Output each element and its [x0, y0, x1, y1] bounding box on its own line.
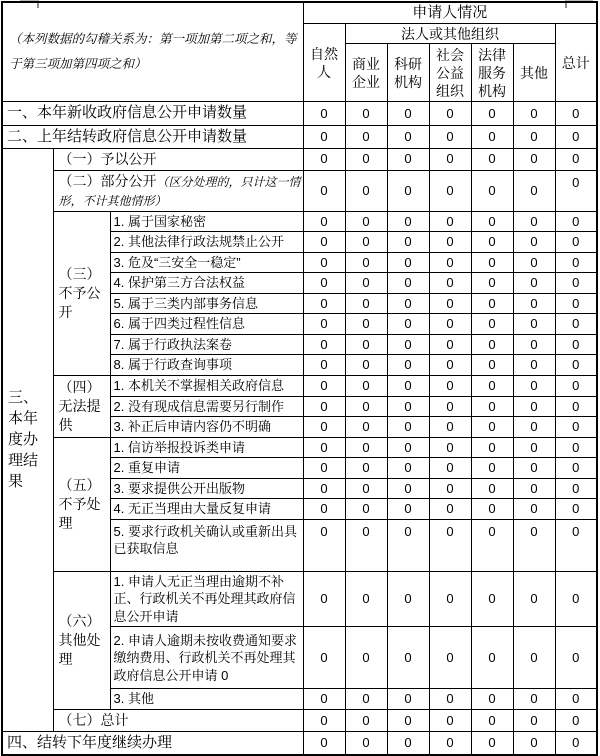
value-cell: 0 — [387, 417, 429, 438]
value-cell: 0 — [387, 376, 429, 397]
value-cell: 0 — [513, 232, 555, 253]
value-cell: 0 — [387, 252, 429, 273]
value-cell: 0 — [555, 396, 597, 417]
value-cell: 0 — [555, 170, 597, 211]
header-applicant-status: 申请人情况 — [303, 2, 597, 24]
value-cell: 0 — [345, 252, 387, 273]
col-header-total: 总计 — [555, 24, 597, 102]
row-notprocessed-item-1 — [2, 437, 597, 458]
col-header-other: 其他 — [513, 44, 555, 102]
value-cell: 0 — [471, 396, 513, 417]
report-table — [1, 1, 598, 756]
value-cell: 0 — [513, 293, 555, 314]
value-cell: 0 — [303, 252, 345, 273]
value-cell: 0 — [471, 252, 513, 273]
value-cell: 0 — [303, 710, 345, 732]
row-refused-item-6-label: 6. 属于四类过程性信息 — [110, 314, 303, 335]
value-cell: 0 — [345, 627, 387, 689]
group-refused-label: （三）不予公开 — [53, 211, 110, 375]
section-annual-results-label: 三、本年度办理结果 — [2, 148, 53, 731]
row-refused-item-5-label: 5. 属于三类内部事务信息 — [110, 293, 303, 314]
value-cell: 0 — [303, 293, 345, 314]
value-cell: 0 — [387, 148, 429, 170]
value-cell: 0 — [471, 102, 513, 125]
value-cell: 0 — [471, 293, 513, 314]
value-cell: 0 — [471, 627, 513, 689]
value-cell: 0 — [387, 437, 429, 458]
row-granted — [2, 148, 597, 170]
row-refused-item-8-label: 8. 属于行政查询事项 — [110, 355, 303, 376]
col-header-legal-service: 法律服务机构 — [471, 44, 513, 102]
row-notprocessed-item-1-label: 1. 信访举报投诉类申请 — [110, 437, 303, 458]
value-cell: 0 — [345, 125, 387, 148]
value-cell: 0 — [429, 417, 471, 438]
row-unable-item-3-label: 3. 补正后申请内容仍不明确 — [110, 417, 303, 438]
col-header-natural-person: 自然人 — [303, 24, 345, 102]
value-cell: 0 — [429, 519, 471, 571]
value-cell: 0 — [555, 102, 597, 125]
value-cell: 0 — [387, 478, 429, 499]
value-cell: 0 — [429, 458, 471, 479]
value-cell: 0 — [555, 458, 597, 479]
value-cell: 0 — [429, 478, 471, 499]
value-cell: 0 — [345, 314, 387, 335]
value-cell: 0 — [555, 731, 597, 755]
row-refused-item-7-label: 7. 属于行政执法案卷 — [110, 334, 303, 355]
group-otherhandling-label: （六）其他处理 — [53, 571, 110, 709]
value-cell: 0 — [429, 334, 471, 355]
value-cell: 0 — [471, 437, 513, 458]
value-cell: 0 — [555, 293, 597, 314]
row-unable-item-1 — [2, 376, 597, 397]
value-cell: 0 — [513, 125, 555, 148]
value-cell: 0 — [303, 627, 345, 689]
row-new-received-label: 一、本年新收政府信息公开申请数量 — [2, 102, 303, 125]
value-cell: 0 — [429, 252, 471, 273]
value-cell: 0 — [513, 211, 555, 232]
value-cell: 0 — [513, 314, 555, 335]
row-refused-item-3-label: 3. 危及“三安全一稳定” — [110, 252, 303, 273]
value-cell: 0 — [387, 499, 429, 520]
row-partial — [2, 170, 597, 211]
value-cell: 0 — [429, 293, 471, 314]
value-cell: 0 — [387, 102, 429, 125]
row-partial-label — [53, 170, 303, 211]
value-cell: 0 — [345, 102, 387, 125]
row-partial-note: （区分处理的，只计这一情形，不计其他情形） — [58, 174, 301, 208]
value-cell: 0 — [303, 437, 345, 458]
value-cell: 0 — [387, 273, 429, 294]
value-cell: 0 — [387, 571, 429, 627]
value-cell: 0 — [513, 252, 555, 273]
value-cell: 0 — [387, 314, 429, 335]
value-cell: 0 — [387, 731, 429, 755]
value-cell: 0 — [555, 148, 597, 170]
value-cell: 0 — [555, 437, 597, 458]
value-cell: 0 — [303, 102, 345, 125]
row-notprocessed-item-3-label: 3. 要求提供公开出版物 — [110, 478, 303, 499]
value-cell: 0 — [387, 293, 429, 314]
row-subtotal-label: （七）总计 — [53, 710, 303, 732]
row-next-year-label: 四、结转下年度继续办理 — [2, 731, 303, 755]
row-new-received — [2, 102, 597, 125]
value-cell: 0 — [555, 689, 597, 710]
value-cell: 0 — [387, 689, 429, 710]
row-unable-item-1-label: 1. 本机关不掌握相关政府信息 — [110, 376, 303, 397]
value-cell: 0 — [471, 571, 513, 627]
value-cell: 0 — [345, 478, 387, 499]
row-unable-item-2-label: 2. 没有现成信息需要另行制作 — [110, 396, 303, 417]
value-cell: 0 — [471, 731, 513, 755]
value-cell: 0 — [429, 125, 471, 148]
value-cell: 0 — [387, 334, 429, 355]
value-cell: 0 — [555, 710, 597, 732]
group-unable-label: （四）无法提供 — [53, 376, 110, 438]
value-cell: 0 — [555, 417, 597, 438]
value-cell: 0 — [513, 376, 555, 397]
value-cell: 0 — [303, 314, 345, 335]
value-cell: 0 — [513, 102, 555, 125]
col-header-business: 商业企业 — [345, 44, 387, 102]
value-cell: 0 — [471, 499, 513, 520]
value-cell: 0 — [513, 417, 555, 438]
row-refused-item-2-label: 2. 其他法律行政法规禁止公开 — [110, 232, 303, 253]
value-cell: 0 — [555, 355, 597, 376]
value-cell: 0 — [513, 334, 555, 355]
value-cell: 0 — [555, 478, 597, 499]
value-cell: 0 — [345, 170, 387, 211]
value-cell: 0 — [345, 376, 387, 397]
value-cell: 0 — [303, 170, 345, 211]
value-cell: 0 — [471, 211, 513, 232]
value-cell: 0 — [303, 571, 345, 627]
value-cell: 0 — [429, 710, 471, 732]
value-cell: 0 — [387, 627, 429, 689]
value-cell: 0 — [429, 437, 471, 458]
value-cell: 0 — [387, 170, 429, 211]
value-cell: 0 — [513, 519, 555, 571]
value-cell: 0 — [345, 458, 387, 479]
value-cell: 0 — [513, 170, 555, 211]
value-cell: 0 — [387, 355, 429, 376]
row-refused-item-4-label: 4. 保护第三方合法权益 — [110, 273, 303, 294]
row-carried-over — [2, 125, 597, 148]
value-cell: 0 — [555, 314, 597, 335]
value-cell: 0 — [555, 252, 597, 273]
value-cell: 0 — [555, 273, 597, 294]
value-cell: 0 — [303, 731, 345, 755]
value-cell: 0 — [429, 232, 471, 253]
value-cell: 0 — [471, 519, 513, 571]
value-cell: 0 — [513, 731, 555, 755]
value-cell: 0 — [429, 273, 471, 294]
value-cell: 0 — [471, 478, 513, 499]
value-cell: 0 — [387, 125, 429, 148]
value-cell: 0 — [345, 211, 387, 232]
value-cell: 0 — [513, 499, 555, 520]
row-notprocessed-item-5-label: 5. 要求行政机关确认或重新出具已获取信息 — [110, 519, 303, 571]
value-cell: 0 — [303, 376, 345, 397]
value-cell: 0 — [513, 478, 555, 499]
row-partial-label-text: （二）部分公开 — [58, 172, 157, 189]
value-cell: 0 — [345, 232, 387, 253]
value-cell: 0 — [471, 458, 513, 479]
value-cell: 0 — [303, 355, 345, 376]
value-cell: 0 — [513, 689, 555, 710]
value-cell: 0 — [513, 396, 555, 417]
value-cell: 0 — [303, 334, 345, 355]
value-cell: 0 — [345, 499, 387, 520]
value-cell: 0 — [387, 710, 429, 732]
value-cell: 0 — [387, 519, 429, 571]
value-cell: 0 — [303, 273, 345, 294]
value-cell: 0 — [555, 125, 597, 148]
row-otherhandling-item-3-label: 3. 其他 — [110, 689, 303, 710]
row-notprocessed-item-2-label: 2. 重复申请 — [110, 458, 303, 479]
value-cell: 0 — [303, 478, 345, 499]
row-otherhandling-item-1 — [2, 571, 597, 627]
value-cell: 0 — [471, 417, 513, 438]
value-cell: 0 — [471, 689, 513, 710]
reconciliation-note: （本列数据的勾稽关系为：第一项加第二项之和，等于第三项加第四项之和） — [2, 2, 303, 102]
value-cell: 0 — [471, 334, 513, 355]
value-cell: 0 — [471, 355, 513, 376]
value-cell: 0 — [471, 376, 513, 397]
value-cell: 0 — [513, 355, 555, 376]
value-cell: 0 — [345, 689, 387, 710]
value-cell: 0 — [303, 519, 345, 571]
value-cell: 0 — [555, 571, 597, 627]
value-cell: 0 — [303, 689, 345, 710]
value-cell: 0 — [555, 334, 597, 355]
value-cell: 0 — [429, 689, 471, 710]
value-cell: 0 — [345, 273, 387, 294]
row-next-year — [2, 731, 597, 755]
value-cell: 0 — [429, 627, 471, 689]
row-refused-item-1 — [2, 211, 597, 232]
value-cell: 0 — [303, 148, 345, 170]
value-cell: 0 — [345, 396, 387, 417]
value-cell: 0 — [555, 519, 597, 571]
value-cell: 0 — [471, 125, 513, 148]
value-cell: 0 — [513, 458, 555, 479]
value-cell: 0 — [345, 293, 387, 314]
value-cell: 0 — [555, 627, 597, 689]
value-cell: 0 — [387, 232, 429, 253]
value-cell: 0 — [513, 627, 555, 689]
value-cell: 0 — [303, 499, 345, 520]
row-otherhandling-item-1-label: 1. 申请人无正当理由逾期不补正、行政机关不再处理其政府信息公开申请 — [110, 571, 303, 627]
value-cell: 0 — [471, 273, 513, 294]
value-cell: 0 — [345, 355, 387, 376]
row-otherhandling-item-2-label: 2. 申请人逾期未按收费通知要求缴纳费用、行政机关不再处理其政府信息公开申请 0 — [110, 627, 303, 689]
value-cell: 0 — [303, 396, 345, 417]
value-cell: 0 — [513, 437, 555, 458]
group-notprocessed-label: （五）不予处理 — [53, 437, 110, 571]
row-subtotal — [2, 710, 597, 732]
value-cell: 0 — [471, 148, 513, 170]
value-cell: 0 — [345, 519, 387, 571]
value-cell: 0 — [345, 148, 387, 170]
value-cell: 0 — [429, 102, 471, 125]
value-cell: 0 — [429, 571, 471, 627]
value-cell: 0 — [513, 273, 555, 294]
row-granted-label: （一）予以公开 — [53, 148, 303, 170]
header-legal-org: 法人或其他组织 — [345, 24, 555, 44]
value-cell: 0 — [555, 376, 597, 397]
row-refused-item-1-label: 1. 属于国家秘密 — [110, 211, 303, 232]
value-cell: 0 — [555, 499, 597, 520]
value-cell: 0 — [303, 125, 345, 148]
value-cell: 0 — [429, 355, 471, 376]
value-cell: 0 — [429, 314, 471, 335]
value-cell: 0 — [429, 731, 471, 755]
value-cell: 0 — [429, 376, 471, 397]
value-cell: 0 — [303, 458, 345, 479]
value-cell: 0 — [303, 211, 345, 232]
value-cell: 0 — [471, 170, 513, 211]
value-cell: 0 — [513, 148, 555, 170]
value-cell: 0 — [345, 571, 387, 627]
value-cell: 0 — [303, 232, 345, 253]
col-header-social-welfare: 社会公益组织 — [429, 44, 471, 102]
value-cell: 0 — [345, 437, 387, 458]
row-notprocessed-item-4-label: 4. 无正当理由大量反复申请 — [110, 499, 303, 520]
value-cell: 0 — [429, 396, 471, 417]
col-header-research: 科研机构 — [387, 44, 429, 102]
value-cell: 0 — [429, 499, 471, 520]
value-cell: 0 — [387, 458, 429, 479]
value-cell: 0 — [345, 731, 387, 755]
value-cell: 0 — [303, 417, 345, 438]
value-cell: 0 — [345, 710, 387, 732]
value-cell: 0 — [345, 334, 387, 355]
header-row-1 — [2, 2, 597, 24]
value-cell: 0 — [513, 571, 555, 627]
value-cell: 0 — [345, 417, 387, 438]
row-carried-over-label: 二、上年结转政府信息公开申请数量 — [2, 125, 303, 148]
value-cell: 0 — [471, 232, 513, 253]
value-cell: 0 — [429, 148, 471, 170]
value-cell: 0 — [429, 170, 471, 211]
value-cell: 0 — [555, 211, 597, 232]
value-cell: 0 — [555, 232, 597, 253]
value-cell: 0 — [429, 211, 471, 232]
value-cell: 0 — [513, 710, 555, 732]
value-cell: 0 — [387, 396, 429, 417]
value-cell: 0 — [387, 211, 429, 232]
value-cell: 0 — [471, 710, 513, 732]
value-cell: 0 — [471, 314, 513, 335]
